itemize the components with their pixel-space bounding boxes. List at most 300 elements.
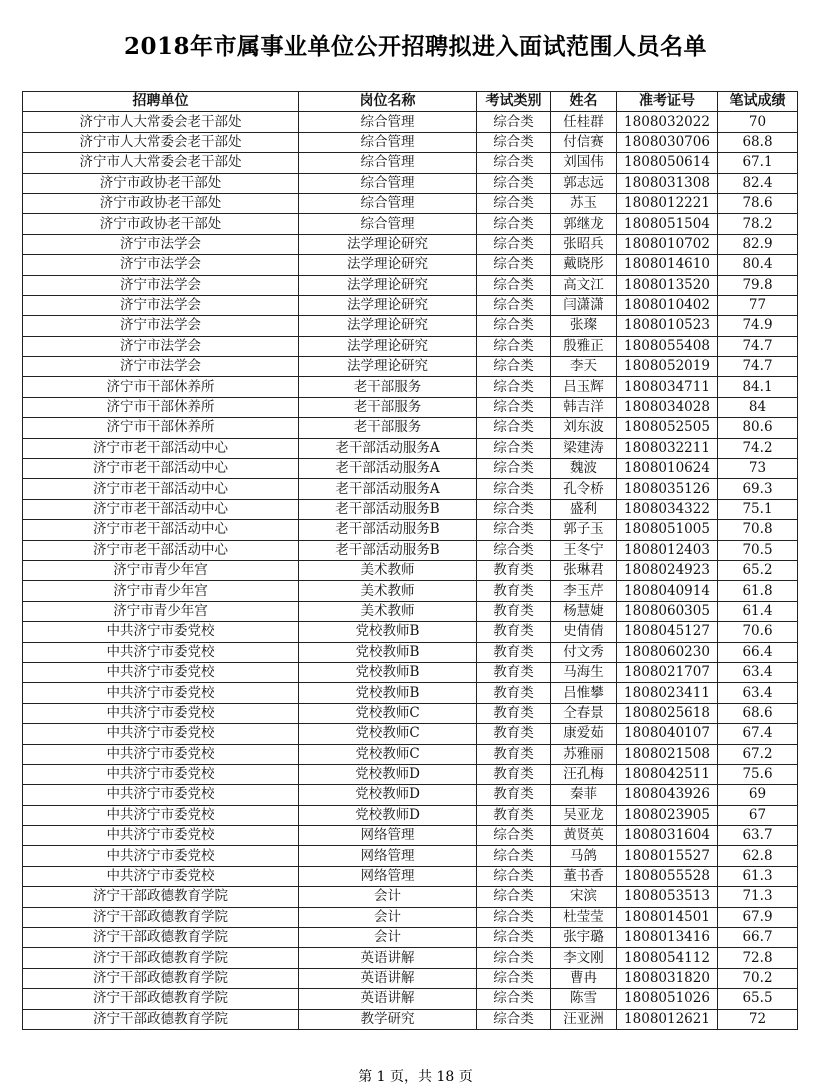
cell-name: 高文江 (551, 275, 617, 295)
cell-ticket-number: 1808055528 (617, 866, 718, 886)
cell-unit: 济宁市老干部活动中心 (23, 499, 299, 519)
cell-ticket-number: 1808023905 (617, 805, 718, 825)
table-row (23, 316, 798, 336)
cell-written-score: 74.2 (718, 438, 798, 458)
cell-name: 韩吉洋 (551, 397, 617, 417)
cell-written-score: 70.2 (718, 968, 798, 988)
header-unit: 招聘单位 (23, 92, 299, 112)
cell-exam-category: 综合类 (477, 153, 551, 173)
cell-position: 老干部服务 (299, 377, 477, 397)
cell-name: 秦菲 (551, 785, 617, 805)
cell-position: 老干部服务 (299, 397, 477, 417)
cell-position: 法学理论研究 (299, 316, 477, 336)
cell-exam-category: 综合类 (477, 866, 551, 886)
cell-unit: 中共济宁市委党校 (23, 846, 299, 866)
cell-position: 党校教师D (299, 805, 477, 825)
cell-ticket-number: 1808055408 (617, 336, 718, 356)
cell-position: 美术教师 (299, 581, 477, 601)
table-row (23, 540, 798, 560)
table-row (23, 642, 798, 662)
cell-exam-category: 综合类 (477, 295, 551, 315)
cell-unit: 济宁市法学会 (23, 295, 299, 315)
table-row (23, 255, 798, 275)
cell-position: 美术教师 (299, 560, 477, 580)
cell-ticket-number: 1808060230 (617, 642, 718, 662)
table-row (23, 418, 798, 438)
cell-ticket-number: 1808014610 (617, 255, 718, 275)
cell-unit: 中共济宁市委党校 (23, 744, 299, 764)
cell-name: 陈雪 (551, 989, 617, 1009)
cell-ticket-number: 1808013416 (617, 928, 718, 948)
table-row (23, 866, 798, 886)
header-exam-category: 考试类别 (477, 92, 551, 112)
cell-unit: 济宁市法学会 (23, 234, 299, 254)
cell-position: 法学理论研究 (299, 295, 477, 315)
cell-position: 会计 (299, 928, 477, 948)
cell-unit: 济宁市法学会 (23, 255, 299, 275)
cell-exam-category: 综合类 (477, 132, 551, 152)
table-row (23, 132, 798, 152)
cell-written-score: 78.6 (718, 193, 798, 213)
cell-exam-category: 教育类 (477, 724, 551, 744)
cell-unit: 济宁市干部休养所 (23, 418, 299, 438)
cell-written-score: 70.6 (718, 622, 798, 642)
cell-unit: 中共济宁市委党校 (23, 764, 299, 784)
cell-position: 综合管理 (299, 193, 477, 213)
cell-name: 苏雅丽 (551, 744, 617, 764)
cell-name: 马鸽 (551, 846, 617, 866)
cell-name: 郭继龙 (551, 214, 617, 234)
cell-unit: 济宁市人大常委会老干部处 (23, 132, 299, 152)
cell-ticket-number: 1808045127 (617, 622, 718, 642)
cell-ticket-number: 1808053513 (617, 887, 718, 907)
cell-position: 老干部服务 (299, 418, 477, 438)
cell-exam-category: 综合类 (477, 479, 551, 499)
cell-ticket-number: 1808051504 (617, 214, 718, 234)
cell-unit: 济宁市政协老干部处 (23, 173, 299, 193)
cell-exam-category: 综合类 (477, 275, 551, 295)
cell-unit: 中共济宁市委党校 (23, 683, 299, 703)
cell-ticket-number: 1808034322 (617, 499, 718, 519)
cell-position: 法学理论研究 (299, 255, 477, 275)
table-row (23, 234, 798, 254)
table-row (23, 275, 798, 295)
cell-unit: 济宁市人大常委会老干部处 (23, 153, 299, 173)
table-row (23, 397, 798, 417)
cell-position: 英语讲解 (299, 968, 477, 988)
cell-unit: 中共济宁市委党校 (23, 826, 299, 846)
cell-position: 综合管理 (299, 112, 477, 132)
cell-unit: 济宁干部政德教育学院 (23, 968, 299, 988)
cell-exam-category: 综合类 (477, 520, 551, 540)
table-row (23, 153, 798, 173)
table-row (23, 173, 798, 193)
cell-ticket-number: 1808031604 (617, 826, 718, 846)
cell-written-score: 61.8 (718, 581, 798, 601)
cell-position: 法学理论研究 (299, 275, 477, 295)
cell-written-score: 82.4 (718, 173, 798, 193)
cell-unit: 中共济宁市委党校 (23, 805, 299, 825)
cell-exam-category: 综合类 (477, 499, 551, 519)
header-written-score: 笔试成绩 (718, 92, 798, 112)
cell-ticket-number: 1808014501 (617, 907, 718, 927)
cell-written-score: 67 (718, 805, 798, 825)
cell-exam-category: 教育类 (477, 581, 551, 601)
cell-ticket-number: 1808030706 (617, 132, 718, 152)
cell-name: 王冬宁 (551, 540, 617, 560)
cell-unit: 中共济宁市委党校 (23, 866, 299, 886)
cell-ticket-number: 1808012621 (617, 1009, 718, 1029)
cell-exam-category: 综合类 (477, 887, 551, 907)
cell-position: 老干部活动服务A (299, 438, 477, 458)
header-ticket-number: 准考证号 (617, 92, 718, 112)
cell-unit: 济宁市青少年宫 (23, 581, 299, 601)
cell-ticket-number: 1808040107 (617, 724, 718, 744)
cell-unit: 中共济宁市委党校 (23, 703, 299, 723)
page-footer: 第 1 页，共 18 页 (358, 1069, 473, 1085)
cell-ticket-number: 1808034711 (617, 377, 718, 397)
cell-ticket-number: 1808010523 (617, 316, 718, 336)
cell-name: 刘东波 (551, 418, 617, 438)
cell-exam-category: 教育类 (477, 764, 551, 784)
cell-ticket-number: 1808013520 (617, 275, 718, 295)
cell-written-score: 67.4 (718, 724, 798, 744)
table-row (23, 499, 798, 519)
cell-written-score: 72.8 (718, 948, 798, 968)
cell-written-score: 75.1 (718, 499, 798, 519)
table-row (23, 683, 798, 703)
cell-exam-category: 教育类 (477, 560, 551, 580)
table-row (23, 214, 798, 234)
cell-exam-category: 综合类 (477, 826, 551, 846)
cell-exam-category: 教育类 (477, 703, 551, 723)
table-body (23, 112, 798, 1030)
table-row (23, 703, 798, 723)
cell-name: 李天 (551, 357, 617, 377)
cell-written-score: 74.7 (718, 357, 798, 377)
cell-exam-category: 综合类 (477, 540, 551, 560)
cell-ticket-number: 1808054112 (617, 948, 718, 968)
cell-exam-category: 综合类 (477, 1009, 551, 1029)
cell-exam-category: 综合类 (477, 193, 551, 213)
cell-written-score: 80.6 (718, 418, 798, 438)
cell-unit: 济宁市法学会 (23, 275, 299, 295)
cell-written-score: 70.5 (718, 540, 798, 560)
cell-position: 党校教师B (299, 642, 477, 662)
cell-exam-category: 教育类 (477, 642, 551, 662)
cell-exam-category: 综合类 (477, 968, 551, 988)
cell-ticket-number: 1808021508 (617, 744, 718, 764)
cell-written-score: 73 (718, 459, 798, 479)
cell-exam-category: 综合类 (477, 989, 551, 1009)
cell-ticket-number: 1808060305 (617, 601, 718, 621)
cell-written-score: 65.5 (718, 989, 798, 1009)
cell-written-score: 66.7 (718, 928, 798, 948)
cell-exam-category: 综合类 (477, 357, 551, 377)
cell-written-score: 62.8 (718, 846, 798, 866)
table-row (23, 846, 798, 866)
cell-name: 张宇璐 (551, 928, 617, 948)
cell-position: 综合管理 (299, 214, 477, 234)
cell-ticket-number: 1808010402 (617, 295, 718, 315)
cell-name: 张琳君 (551, 560, 617, 580)
cell-ticket-number: 1808024923 (617, 560, 718, 580)
cell-written-score: 67.2 (718, 744, 798, 764)
cell-written-score: 63.7 (718, 826, 798, 846)
cell-written-score: 63.4 (718, 662, 798, 682)
table-row (23, 193, 798, 213)
table-row (23, 479, 798, 499)
table-row (23, 336, 798, 356)
cell-unit: 济宁干部政德教育学院 (23, 989, 299, 1009)
cell-ticket-number: 1808021707 (617, 662, 718, 682)
cell-position: 党校教师B (299, 683, 477, 703)
cell-ticket-number: 1808012221 (617, 193, 718, 213)
cell-name: 张昭兵 (551, 234, 617, 254)
cell-unit: 济宁干部政德教育学院 (23, 948, 299, 968)
cell-position: 党校教师C (299, 744, 477, 764)
cell-written-score: 68.6 (718, 703, 798, 723)
cell-unit: 中共济宁市委党校 (23, 622, 299, 642)
cell-name: 李玉芹 (551, 581, 617, 601)
cell-exam-category: 教育类 (477, 683, 551, 703)
cell-position: 党校教师B (299, 622, 477, 642)
cell-written-score: 69.3 (718, 479, 798, 499)
cell-name: 康爱茹 (551, 724, 617, 744)
cell-unit: 济宁市法学会 (23, 316, 299, 336)
cell-exam-category: 综合类 (477, 255, 551, 275)
cell-ticket-number: 1808023411 (617, 683, 718, 703)
cell-unit: 济宁市老干部活动中心 (23, 479, 299, 499)
cell-ticket-number: 1808015527 (617, 846, 718, 866)
cell-unit: 济宁市干部休养所 (23, 397, 299, 417)
cell-exam-category: 综合类 (477, 234, 551, 254)
cell-unit: 济宁干部政德教育学院 (23, 1009, 299, 1029)
cell-exam-category: 综合类 (477, 846, 551, 866)
cell-position: 会计 (299, 887, 477, 907)
cell-position: 英语讲解 (299, 948, 477, 968)
table-row (23, 764, 798, 784)
cell-unit: 济宁市青少年宫 (23, 601, 299, 621)
cell-name: 李文刚 (551, 948, 617, 968)
cell-unit: 济宁市人大常委会老干部处 (23, 112, 299, 132)
cell-name: 杨慧婕 (551, 601, 617, 621)
cell-written-score: 77 (718, 295, 798, 315)
cell-written-score: 84.1 (718, 377, 798, 397)
cell-position: 网络管理 (299, 826, 477, 846)
cell-written-score: 61.3 (718, 866, 798, 886)
cell-written-score: 84 (718, 397, 798, 417)
cell-position: 党校教师C (299, 703, 477, 723)
cell-exam-category: 综合类 (477, 418, 551, 438)
cell-ticket-number: 1808043926 (617, 785, 718, 805)
cell-name: 付文秀 (551, 642, 617, 662)
table-row (23, 1009, 798, 1029)
cell-unit: 济宁市老干部活动中心 (23, 459, 299, 479)
cell-exam-category: 综合类 (477, 928, 551, 948)
cell-position: 会计 (299, 907, 477, 927)
cell-ticket-number: 1808050614 (617, 153, 718, 173)
page-title: 2018年市属事业单位公开招聘拟进入面试范围人员名单 (123, 33, 707, 60)
cell-ticket-number: 1808035126 (617, 479, 718, 499)
cell-ticket-number: 1808042511 (617, 764, 718, 784)
cell-position: 综合管理 (299, 173, 477, 193)
cell-written-score: 78.2 (718, 214, 798, 234)
cell-unit: 济宁市法学会 (23, 357, 299, 377)
cell-written-score: 75.6 (718, 764, 798, 784)
cell-name: 盛利 (551, 499, 617, 519)
cell-name: 吕玉辉 (551, 377, 617, 397)
cell-exam-category: 综合类 (477, 377, 551, 397)
cell-exam-category: 综合类 (477, 112, 551, 132)
cell-written-score: 74.7 (718, 336, 798, 356)
cell-position: 党校教师B (299, 662, 477, 682)
cell-position: 英语讲解 (299, 989, 477, 1009)
table-row (23, 622, 798, 642)
table-row (23, 112, 798, 132)
table-row (23, 989, 798, 1009)
cell-name: 汪孔梅 (551, 764, 617, 784)
cell-exam-category: 综合类 (477, 316, 551, 336)
cell-written-score: 65.2 (718, 560, 798, 580)
cell-written-score: 80.4 (718, 255, 798, 275)
cell-name: 马海生 (551, 662, 617, 682)
cell-unit: 中共济宁市委党校 (23, 724, 299, 744)
cell-written-score: 70 (718, 112, 798, 132)
cell-ticket-number: 1808010624 (617, 459, 718, 479)
table-row (23, 601, 798, 621)
cell-unit: 济宁市政协老干部处 (23, 214, 299, 234)
cell-name: 梁建涛 (551, 438, 617, 458)
table-row (23, 357, 798, 377)
table-row (23, 438, 798, 458)
cell-position: 老干部活动服务B (299, 540, 477, 560)
cell-unit: 济宁市政协老干部处 (23, 193, 299, 213)
cell-ticket-number: 1808012403 (617, 540, 718, 560)
cell-name: 郭志远 (551, 173, 617, 193)
cell-position: 网络管理 (299, 866, 477, 886)
cell-name: 付信赛 (551, 132, 617, 152)
cell-position: 党校教师C (299, 724, 477, 744)
table-row (23, 948, 798, 968)
cell-exam-category: 教育类 (477, 785, 551, 805)
cell-exam-category: 教育类 (477, 601, 551, 621)
cell-unit: 济宁市法学会 (23, 336, 299, 356)
cell-unit: 济宁干部政德教育学院 (23, 907, 299, 927)
table-row (23, 377, 798, 397)
cell-written-score: 67.1 (718, 153, 798, 173)
cell-position: 教学研究 (299, 1009, 477, 1029)
cell-position: 法学理论研究 (299, 336, 477, 356)
cell-position: 党校教师D (299, 764, 477, 784)
cell-name: 闫潇潇 (551, 295, 617, 315)
table-row (23, 805, 798, 825)
cell-position: 综合管理 (299, 153, 477, 173)
cell-ticket-number: 1808034028 (617, 397, 718, 417)
cell-position: 综合管理 (299, 132, 477, 152)
cell-name: 仝春景 (551, 703, 617, 723)
cell-exam-category: 综合类 (477, 397, 551, 417)
cell-name: 刘国伟 (551, 153, 617, 173)
cell-unit: 济宁市青少年宫 (23, 560, 299, 580)
cell-written-score: 82.9 (718, 234, 798, 254)
cell-name: 董书香 (551, 866, 617, 886)
cell-position: 法学理论研究 (299, 234, 477, 254)
table-row (23, 928, 798, 948)
cell-position: 老干部活动服务B (299, 499, 477, 519)
cell-written-score: 70.8 (718, 520, 798, 540)
cell-ticket-number: 1808031820 (617, 968, 718, 988)
table-row (23, 459, 798, 479)
cell-name: 戴晓彤 (551, 255, 617, 275)
cell-name: 汪亚洲 (551, 1009, 617, 1029)
table-header-row (23, 92, 798, 112)
cell-exam-category: 综合类 (477, 907, 551, 927)
cell-exam-category: 综合类 (477, 948, 551, 968)
cell-written-score: 69 (718, 785, 798, 805)
cell-name: 任桂群 (551, 112, 617, 132)
cell-written-score: 67.9 (718, 907, 798, 927)
cell-position: 党校教师D (299, 785, 477, 805)
cell-unit: 中共济宁市委党校 (23, 662, 299, 682)
cell-unit: 济宁干部政德教育学院 (23, 928, 299, 948)
cell-written-score: 72 (718, 1009, 798, 1029)
cell-unit: 济宁市老干部活动中心 (23, 438, 299, 458)
table-row (23, 744, 798, 764)
cell-name: 曹冉 (551, 968, 617, 988)
cell-ticket-number: 1808032022 (617, 112, 718, 132)
cell-written-score: 74.9 (718, 316, 798, 336)
table-row (23, 907, 798, 927)
cell-exam-category: 综合类 (477, 214, 551, 234)
table-row (23, 520, 798, 540)
header-position: 岗位名称 (299, 92, 477, 112)
cell-unit: 中共济宁市委党校 (23, 785, 299, 805)
cell-unit: 济宁干部政德教育学院 (23, 887, 299, 907)
cell-exam-category: 综合类 (477, 336, 551, 356)
candidate-table (22, 91, 798, 1030)
cell-name: 苏玉 (551, 193, 617, 213)
cell-ticket-number: 1808031308 (617, 173, 718, 193)
cell-position: 网络管理 (299, 846, 477, 866)
table-row (23, 724, 798, 744)
cell-position: 老干部活动服务A (299, 479, 477, 499)
cell-ticket-number: 1808051026 (617, 989, 718, 1009)
cell-written-score: 79.8 (718, 275, 798, 295)
cell-ticket-number: 1808040914 (617, 581, 718, 601)
cell-exam-category: 教育类 (477, 805, 551, 825)
cell-ticket-number: 1808025618 (617, 703, 718, 723)
cell-name: 宋滨 (551, 887, 617, 907)
cell-ticket-number: 1808052505 (617, 418, 718, 438)
cell-unit: 济宁市干部休养所 (23, 377, 299, 397)
cell-unit: 济宁市老干部活动中心 (23, 520, 299, 540)
cell-name: 张璨 (551, 316, 617, 336)
cell-written-score: 63.4 (718, 683, 798, 703)
table-row (23, 968, 798, 988)
cell-ticket-number: 1808051005 (617, 520, 718, 540)
table-row (23, 662, 798, 682)
cell-name: 殷雅正 (551, 336, 617, 356)
cell-ticket-number: 1808032211 (617, 438, 718, 458)
cell-ticket-number: 1808052019 (617, 357, 718, 377)
cell-name: 吴亚龙 (551, 805, 617, 825)
cell-written-score: 61.4 (718, 601, 798, 621)
header-name: 姓名 (551, 92, 617, 112)
cell-exam-category: 教育类 (477, 662, 551, 682)
cell-written-score: 66.4 (718, 642, 798, 662)
table-row (23, 560, 798, 580)
